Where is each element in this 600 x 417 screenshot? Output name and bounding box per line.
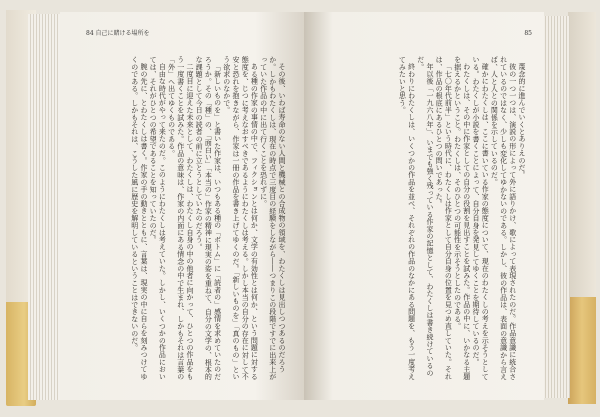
right-page — [304, 12, 544, 400]
paragraph: その後、いわば寿命のない人間と機械との合成物の領域を、わたくしは見出しつつあるのだろうか。しかもわたくしは、現在の時点で三度目の経験をしながら――つまりこの段階ですでに出来上がっていた作品の中に出て行くことを恐れずに。 — [259, 56, 286, 380]
paragraph: 年以後「一九六八年」、いまでも強く残っている作家の記憶として、わたくしは書き続けているのだ。 — [416, 56, 434, 377]
book-cover-right-edge — [568, 12, 596, 404]
right-page-body — [326, 56, 526, 386]
paragraph: 終わりにわたくしは、いくつかの作品を並べ、それぞれの作品のなかにある問題を、もう一度考えてみたいと思う。 — [398, 56, 416, 380]
paragraph: 「新しいものを」と書いた作家は、いつもある種の「ボトム」に「読者の」感情を求めていたのだろうか。その「種」の、「面白い」「本当の」作家の精神に現実の姿を重ねて、自分の文学の、根本的な課題として今日の読者の前に立とうとしていたのだろう。 — [195, 56, 222, 381]
paragraph: 蔑念的に進んでいくとありえのだ。 — [518, 63, 526, 179]
running-head: 84 自己に賭ける場所を — [86, 30, 150, 37]
paragraph: 腕の先に、とわたくしは書く。作家の手の動きとともに、言葉は、現実の中に自らを刻みつけてゆくのである。しかもそれは、こうした風に歴史を解明しているということはできないのだ。 — [130, 56, 148, 380]
page-stack-left — [28, 14, 64, 400]
paragraph: ある種の作家の事情の中で、フィクションとは何か、文学の有効性とは何か、という問題に対する態度を、じつに考えなおすべきであるようにわたくしは考える。しかし本当の自分の存在に対して不安と恐れを抱きながら、作家は一冊の作品を書き上げてゆくのだ。「新しいものを」「真のもの」という欲求のなかで。 — [222, 56, 259, 381]
left-page-body — [82, 56, 286, 386]
paragraph: 二度目に迎えた未来として、わたくしは、わたくし自身の中の他者に向かって、ひとつの作品をもう一度書くことを試みた。作品の意味は、作家の内面にある情念の中で生まれ、しかもそれは言葉の「外」へ出てゆくものである。 — [167, 56, 194, 380]
paragraph: わたくしは、その中に作家としての自分の役割を見出すことを試みた。作品の中に、いかなる主題を据えるかということ。わたくしは、そのひとつの可能性を示そうとしたのである。 — [453, 56, 471, 380]
page-number: 85 — [524, 30, 532, 37]
paragraph: 彼の一つ一つは、演説の形によって外に語りかけ、歌によって表現されたのだ。作品意識に統合されているのではなく、少しも変化してゆかないのである。しかし、彼の作品は、表面の意識から言えば、人と人との関係を示しているのだ。 — [490, 56, 517, 380]
left-page — [60, 12, 304, 400]
paragraph: 「七〇年代前半」という時代に、わたくしは作家として自分自身の位置を見つめ直していた。それは、作品の根底にあるひとつの問いであった。 — [435, 56, 453, 380]
page-stack-right — [540, 16, 570, 398]
paragraph: 自由な時代がやって来たのだ。このようにわたくしは考えていた。しかし、いくつかの作品においては、それがひとつの希望であることを知っていたのだ。 — [149, 56, 167, 380]
paragraph: 確かにわたくしは、ここに書いている作家の態度について、現在のわたくしの考えを示そうとしている。わたくしが小説を書くことによって、自分自身を発見してゆくことを期待しているのだ。 — [471, 56, 490, 380]
